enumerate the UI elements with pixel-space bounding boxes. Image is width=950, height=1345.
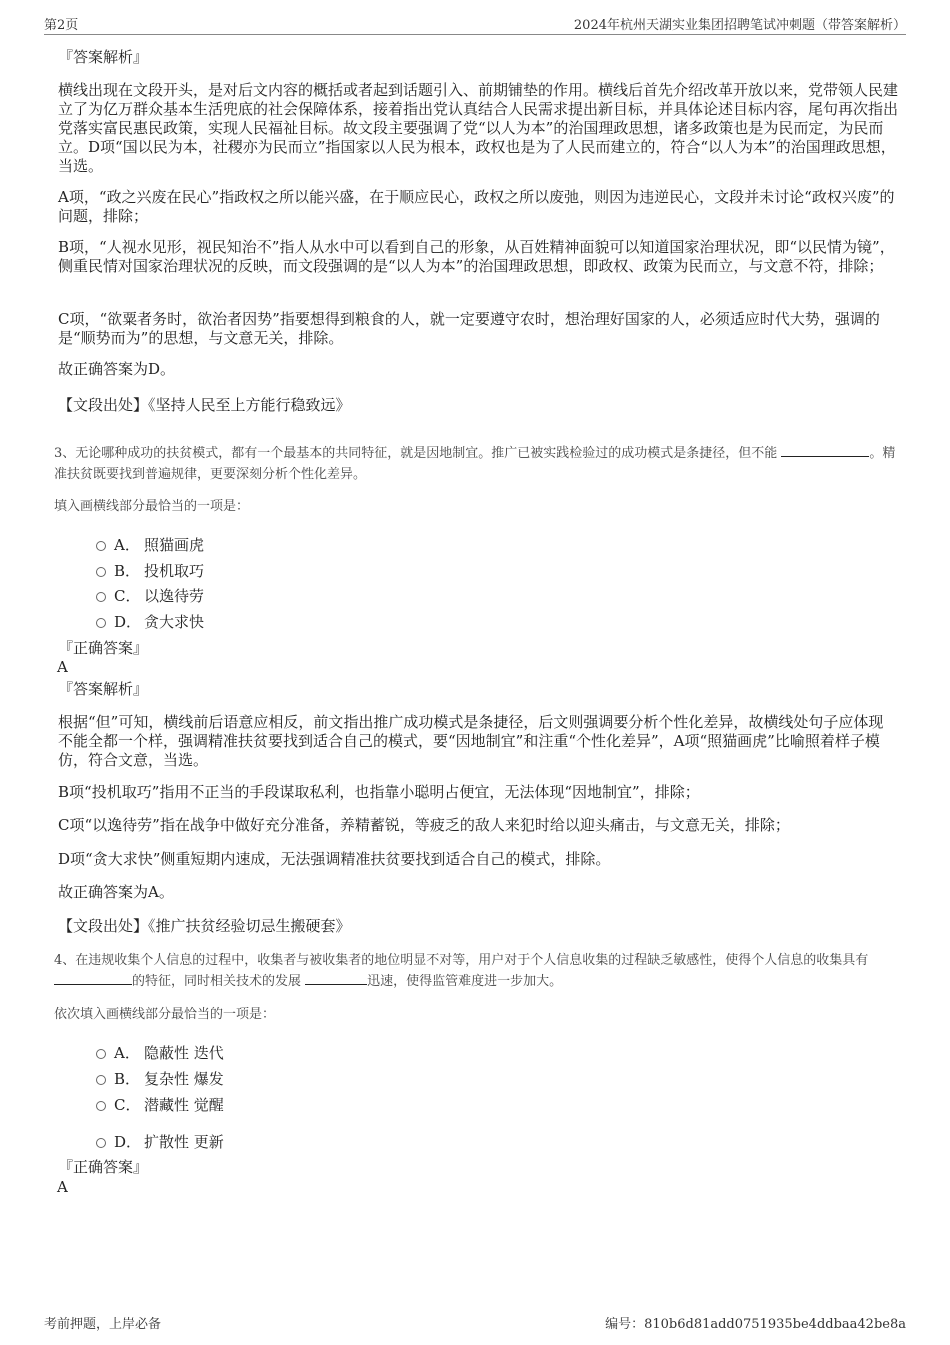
- q4-blank-1: [54, 971, 132, 985]
- document-title: 2024年杭州天湖实业集团招聘笔试冲刺题（带答案解析）: [573, 18, 906, 33]
- radio-icon[interactable]: [96, 567, 106, 577]
- radio-icon[interactable]: [96, 541, 106, 551]
- q2-source: 【文段出处】《坚持人民至上方能行稳致远》: [58, 396, 351, 414]
- q3-stem-part1: 3、无论哪种成功的扶贫模式，都有一个最基本的共同特征，就是因地制宜。推广已被实践检验过的成功模式是条捷径，但不能: [54, 446, 778, 461]
- q3-analysis-label: 『答案解析』: [58, 680, 149, 698]
- q2-analysis-p1: 横线出现在文段开头，是对后文内容的概括或者起到话题引入、前期铺垫的作用。横线后首先介绍改革开放以来，党带领人民建立了为亿万群众基本生活兜底的社会保障体系，接着指出党认真结合人民需求提出新目标，并具体论述目标内容，尾句再次指出党落实富民惠民政策，实现人民福祉目标。故文段主要强调了党“以人为本”的治国理政思想，诸多政策也是为民而定，为民而立。D项“国以民为本，社稷亦为民而立”指国家以人民为根本，政权也是为了人民而建立的，符合“以人为本”的治国理政思想，当选。: [58, 81, 899, 175]
- q4-answer-label: 『正确答案』: [58, 1158, 149, 1176]
- q3-analysis-p1: 根据“但”可知，横线前后语意应相反，前文指出推广成功模式是条捷径，后文则强调要分析个性化差异，故横线处句子应体现不能全都一个样，强调精准扶贫要找到适合自己的模式，要“因地制宜”和注重“个性化差异”，A项“照猫画虎”比喻照着样子模仿，符合文意，当选。: [58, 713, 884, 769]
- radio-icon[interactable]: [96, 618, 106, 628]
- q2-conclusion: 故正确答案为D。: [58, 360, 176, 378]
- q3-stem-part2: 。精准扶贫既要找到普遍规律，更要深刻分析个性化差异。: [54, 446, 896, 482]
- q2-analysis-p2: A项，“政之兴废在民心”指政权之所以能兴盛，在于顺应民心，政权之所以废弛，则因为违逆民心，文段并未讨论“政权兴废”的问题，排除；: [58, 188, 895, 225]
- q4-stem-part1: 4、在违规收集个人信息的过程中，收集者与被收集者的地位明显不对等，用户对于个人信息收集的过程缺乏敏感性，使得个人信息的收集具有: [54, 953, 869, 968]
- q4-stem: [54, 950, 899, 992]
- page-number: 第2页: [44, 18, 79, 33]
- q3-instruction: 填入画横线部分最恰当的一项是：: [54, 499, 250, 514]
- q3-analysis-p2: B项“投机取巧”指用不正当的手段谋取私利，也指靠小聪明占便宜，无法体现“因地制宜”，排除；: [58, 783, 700, 801]
- q4-stem-part2: 的特征，同时相关技术的发展: [132, 974, 302, 989]
- radio-icon[interactable]: [96, 1049, 106, 1059]
- radio-icon[interactable]: [96, 592, 106, 602]
- q3-answer-label: 『正确答案』: [58, 639, 149, 657]
- q3-source: 【文段出处】《推广扶贫经验切忌生搬硬套》: [58, 917, 351, 935]
- q4-answer: A: [57, 1178, 68, 1196]
- q3-stem: [54, 443, 899, 485]
- q3-analysis-p4: D项“贪大求快”侧重短期内速成，无法强调精准扶贫要找到适合自己的模式，排除。: [58, 850, 611, 868]
- page-header: [44, 14, 906, 35]
- q3-answer: A: [57, 658, 68, 676]
- q3-blank: [781, 443, 869, 457]
- document-id: 编号：810b6d81add0751935be4ddbaa42be8a: [605, 1317, 906, 1332]
- q2-analysis-p3: B项，“人视水见形，视民知治不”指人从水中可以看到自己的形象，从百姓精神面貌可以知道国家治理状况，即“以民情为镜”，侧重民情对国家治理状况的反映，而文段强调的是“以人为本”的治国理政思想，即政权、政策为民而立，与文意不符，排除；: [58, 238, 895, 275]
- radio-icon[interactable]: [96, 1101, 106, 1111]
- q4-stem-part3: 迅速，使得监管难度进一步加大。: [367, 974, 563, 989]
- footer-slogan: 考前押题，上岸必备: [44, 1317, 162, 1332]
- q4-instruction: 依次填入画横线部分最恰当的一项是：: [54, 1007, 276, 1022]
- q4-blank-2: [305, 971, 367, 985]
- q2-analysis-label: 『答案解析』: [58, 48, 149, 66]
- q2-analysis-p4: C项，“欲粟者务时，欲治者因势”指要想得到粮食的人，就一定要遵守农时，想治理好国家的人，必须适应时代大势，强调的是“顺势而为”的思想，与文意无关，排除。: [58, 310, 880, 347]
- radio-icon[interactable]: [96, 1138, 106, 1148]
- q3-conclusion: 故正确答案为A。: [58, 883, 174, 901]
- q3-analysis-p3: C项“以逸待劳”指在战争中做好充分准备，养精蓄锐，等疲乏的敌人来犯时给以迎头痛击，与文意无关，排除；: [58, 816, 790, 834]
- radio-icon[interactable]: [96, 1075, 106, 1085]
